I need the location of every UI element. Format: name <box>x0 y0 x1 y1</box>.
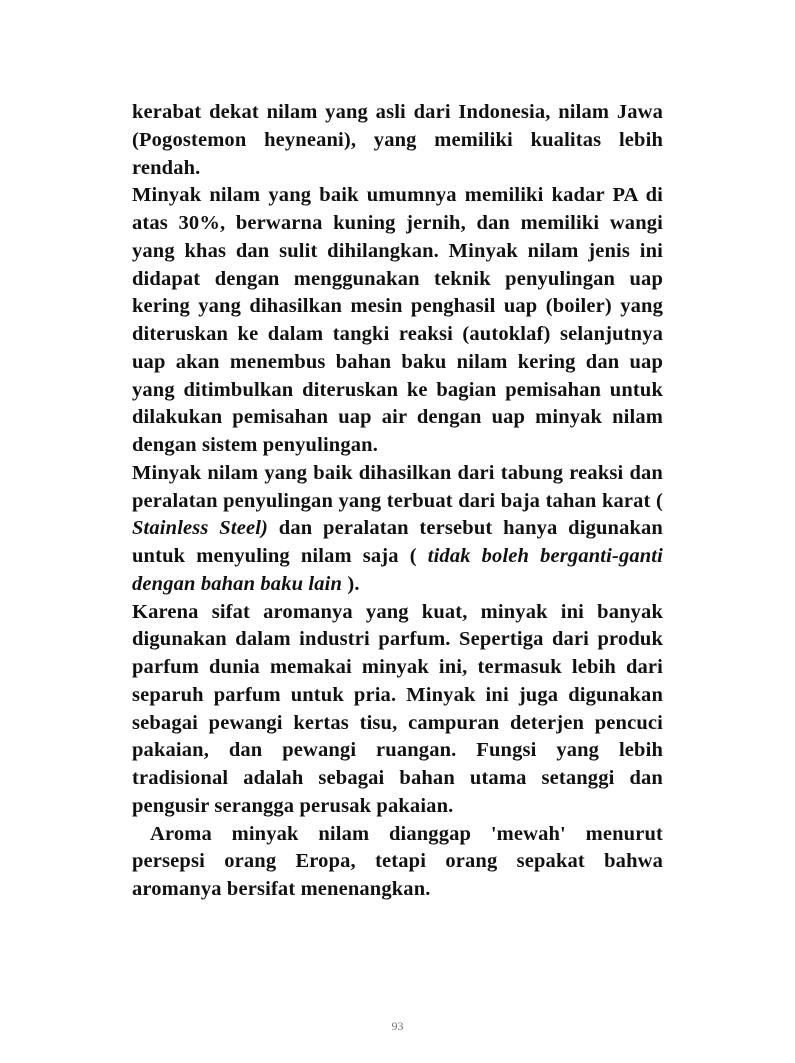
paragraph-2: Minyak nilam yang baik umumnya memiliki kadar PA di atas 30%, berwarna kuning jernih, dan memiliki wangi yang khas dan sulit dihilangkan. Minyak nilam jenis ini didapat dengan menggunakan teknik penyulingan uap kering yang dihasilkan mesin penghasil uap (boiler) yang diteruskan ke dalam tangki reaksi (autoklaf) selanjutnya uap akan menembus bahan baku nilam kering dan uap yang ditimbulkan diteruskan ke bagian pemisahan untuk dilakukan pemisahan uap air dengan uap minyak nilam dengan sistem penyulingan. <box>132 184 663 456</box>
paragraph-3-text-a: Minyak nilam yang baik dihasilkan dari tabung reaksi dan peralatan penyulingan yang terbuat dari baja tahan karat ( <box>132 461 663 512</box>
paragraph-3-text-b: dan peralatan tersebut hanya digunakan untuk menyuling nilam saja ( <box>132 517 663 567</box>
paragraph-3 <box>132 460 663 599</box>
paragraph-4: Karena sifat aromanya yang kuat, minyak ini banyak digunakan dalam industri parfum. Sepertiga dari produk parfum dunia memakai minyak ini, termasuk lebih dari separuh parfum untuk pria. Minyak ini juga digunakan sebagai pewangi kertas tisu, campuran deterjen pencuci pakaian, dan pewangi ruangan. Fungsi yang lebih tradisional adalah sebagai bahan utama setanggi dan pengusir serangga perusak pakaian. <box>132 600 663 817</box>
paragraph-5: Aroma minyak nilam dianggap 'mewah' menurut persepsi orang Eropa, tetapi orang sepakat bahwa aromanya bersifat menenangkan. <box>132 822 663 900</box>
paragraph-3-italic-term: Stainless Steel) <box>132 517 269 540</box>
paragraph-1: kerabat dekat nilam yang asli dari Indonesia, nilam Jawa (Pogostemon heyneani), yang memiliki kualitas lebih rendah. <box>132 101 663 179</box>
paragraph-3-text-c: ). <box>342 572 360 595</box>
paragraph-3-italic-note: tidak boleh berganti-ganti dengan bahan baku lain <box>132 545 663 595</box>
body-text <box>132 99 663 904</box>
page-number: 93 <box>391 1019 404 1033</box>
